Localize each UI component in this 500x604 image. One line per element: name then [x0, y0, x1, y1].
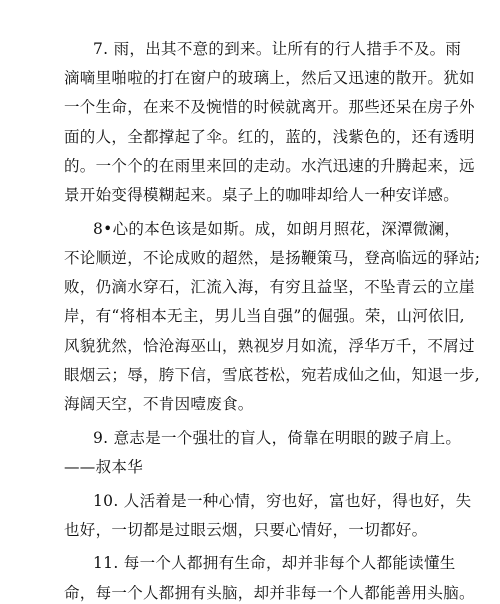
text-line: 11. 每一个人都拥有生命，却并非每个人都能读懂生	[93, 554, 456, 573]
text-line: 也好，一切都是过眼云烟，只要心情好，一切都好。	[64, 520, 428, 539]
text-line: 命，每一个人都拥有头脑，却并非每一个人都能善用头脑。	[64, 583, 475, 602]
text-line: 海阔天空，不肯因噎废食。	[64, 394, 254, 413]
text-line: 风貌犹然，恰沧海巫山，熟视岁月如流，浮华万千，不屑过	[64, 336, 475, 355]
text-line: 一个生命，在来不及惋惜的时候就离开。那些还呆在房子外	[64, 98, 475, 117]
text-line: 岸，有“将相本无主，男儿当自强”的倔强。荣，山河依旧,	[64, 307, 465, 326]
text-line: 景开始变得模糊起来。桌子上的咖啡却给人一种安详感。	[64, 186, 460, 204]
text-line: 不论顺逆，不论成败的超然，是扬鞭策马，登高临远的驿站;	[64, 248, 481, 267]
text-line: 面的人，全都撑起了伞。红的，蓝的，浅紫色的，还有透明	[64, 127, 475, 146]
text-line: 败，仍滴水穿石，汇流入海，有穷且益坚，不坠青云的立崖	[64, 278, 475, 297]
text-line: 滴嘀里啪啦的打在窗户的玻璃上，然后又迅速的散开。犹如	[64, 69, 475, 88]
text-line: 8•心的本色该是如斯。成，如朗月照花，深潭微澜，	[93, 219, 461, 238]
text-line: 7. 雨，出其不意的到来。让所有的行人措手不及。雨	[93, 40, 462, 58]
text-line: ——叔本华	[64, 457, 144, 476]
text-line: 的。一个个的在雨里来回的走动。水汽迅速的升腾起来，远	[64, 156, 475, 175]
text-line: 9. 意志是一个强壮的盲人，倚靠在明眼的跛子肩上。	[93, 428, 462, 447]
text-line: 10. 人活着是一种心情，穷也好，富也好，得也好，失	[93, 491, 472, 510]
text-line: 眼烟云；辱，胯下信，雪底苍松，宛若成仙之仙，知退一步,	[64, 365, 481, 384]
